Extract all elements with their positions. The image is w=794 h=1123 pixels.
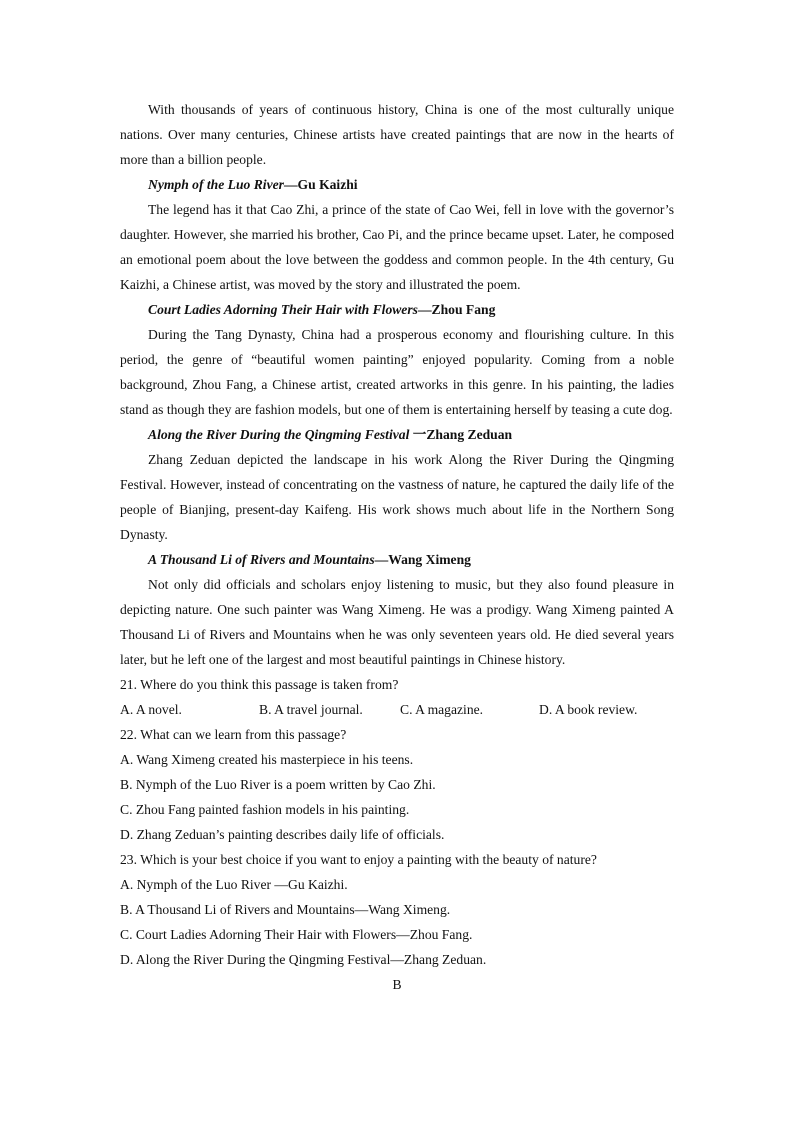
intro-paragraph: With thousands of years of continuous history, China is one of the most culturally unique nations. Over many centuries, Chinese artists have created paintings that are now in the hearts of more than a billion people. — [120, 102, 674, 167]
section-heading-4 — [120, 547, 674, 572]
next-section-label: B — [392, 977, 402, 992]
section-body-3: Zhang Zeduan depicted the landscape in his work Along the River During the Qingming Festival. However, instead of concentrating on the vastness of nature, he captured the daily life of the people of Bianjing, present-day Kaifeng. His work shows much about life in the Northern Song Dynasty. — [120, 452, 674, 542]
artist-name-4: —Wang Ximeng — [374, 552, 471, 567]
section-heading-1 — [120, 172, 674, 197]
painting-title-1: Nymph of the Luo River — [148, 177, 284, 192]
question-21-option-b: B. A travel journal. — [259, 702, 363, 717]
question-23-option-b: B. A Thousand Li of Rivers and Mountains—Wang Ximeng. — [120, 902, 451, 917]
question-23-option-d: D. Along the River During the Qingming Festival—Zhang Zeduan. — [120, 952, 487, 967]
question-21-option-c: C. A magazine. — [400, 702, 484, 717]
question-23-stem: 23. Which is your best choice if you want to enjoy a painting with the beauty of nature? — [120, 852, 597, 867]
section-body-4: Not only did officials and scholars enjoy listening to music, but they also found pleasure in depicting nature. One such painter was Wang Ximeng. He was a prodigy. Wang Ximeng painted A Thousand Li of Rivers and Mountains when he was only seventeen years old. He died several years later, but he left one of the largest and most beautiful paintings in Chinese history. — [120, 577, 674, 667]
painting-title-4: A Thousand Li of Rivers and Mountains — [148, 552, 375, 567]
question-21-options — [120, 697, 674, 722]
question-23-option-a: A. Nymph of the Luo River —Gu Kaizhi. — [120, 877, 348, 892]
section-heading-2 — [120, 297, 674, 322]
question-21-stem: 21. Where do you think this passage is taken from? — [120, 677, 399, 692]
question-21-option-a: A. A novel. — [120, 702, 182, 717]
question-22-option-b: B. Nymph of the Luo River is a poem written by Cao Zhi. — [120, 777, 436, 792]
painting-title-2: Court Ladies Adorning Their Hair with Flowers — [148, 302, 418, 317]
section-body-1: The legend has it that Cao Zhi, a prince of the state of Cao Wei, fell in love with the governor’s daughter. However, she married his brother, Cao Pi, and the prince became upset. Later, he composed an emotional poem about the love between the goddess and common people. In the 4th century, Gu Kaizhi, a Chinese artist, was moved by the story and illustrated the poem. — [120, 202, 674, 292]
painting-title-3: Along the River During the Qingming Festival — [148, 427, 410, 442]
section-heading-3 — [120, 422, 674, 447]
question-22-stem: 22. What can we learn from this passage? — [120, 727, 347, 742]
artist-name-2: —Zhou Fang — [417, 302, 496, 317]
section-body-2: During the Tang Dynasty, China had a prosperous economy and flourishing culture. In this period, the genre of “beautiful women painting” enjoyed popularity. Coming from a noble background, Zhou Fang, a Chinese artist, created artworks in this genre. In his painting, the ladies stand as though they are fashion models, but one of them is entertaining herself by teasing a cute dog. — [120, 327, 674, 417]
artist-name-1: —Gu Kaizhi — [283, 177, 358, 192]
question-22-option-c: C. Zhou Fang painted fashion models in his painting. — [120, 802, 410, 817]
question-21-option-d: D. A book review. — [539, 702, 638, 717]
reading-passage — [120, 97, 674, 997]
question-22-option-a: A. Wang Ximeng created his masterpiece in his teens. — [120, 752, 414, 767]
artist-name-3: 一Zhang Zeduan — [412, 427, 513, 442]
question-23-option-c: C. Court Ladies Adorning Their Hair with Flowers—Zhou Fang. — [120, 927, 473, 942]
question-22-option-d: D. Zhang Zeduan’s painting describes daily life of officials. — [120, 827, 445, 842]
